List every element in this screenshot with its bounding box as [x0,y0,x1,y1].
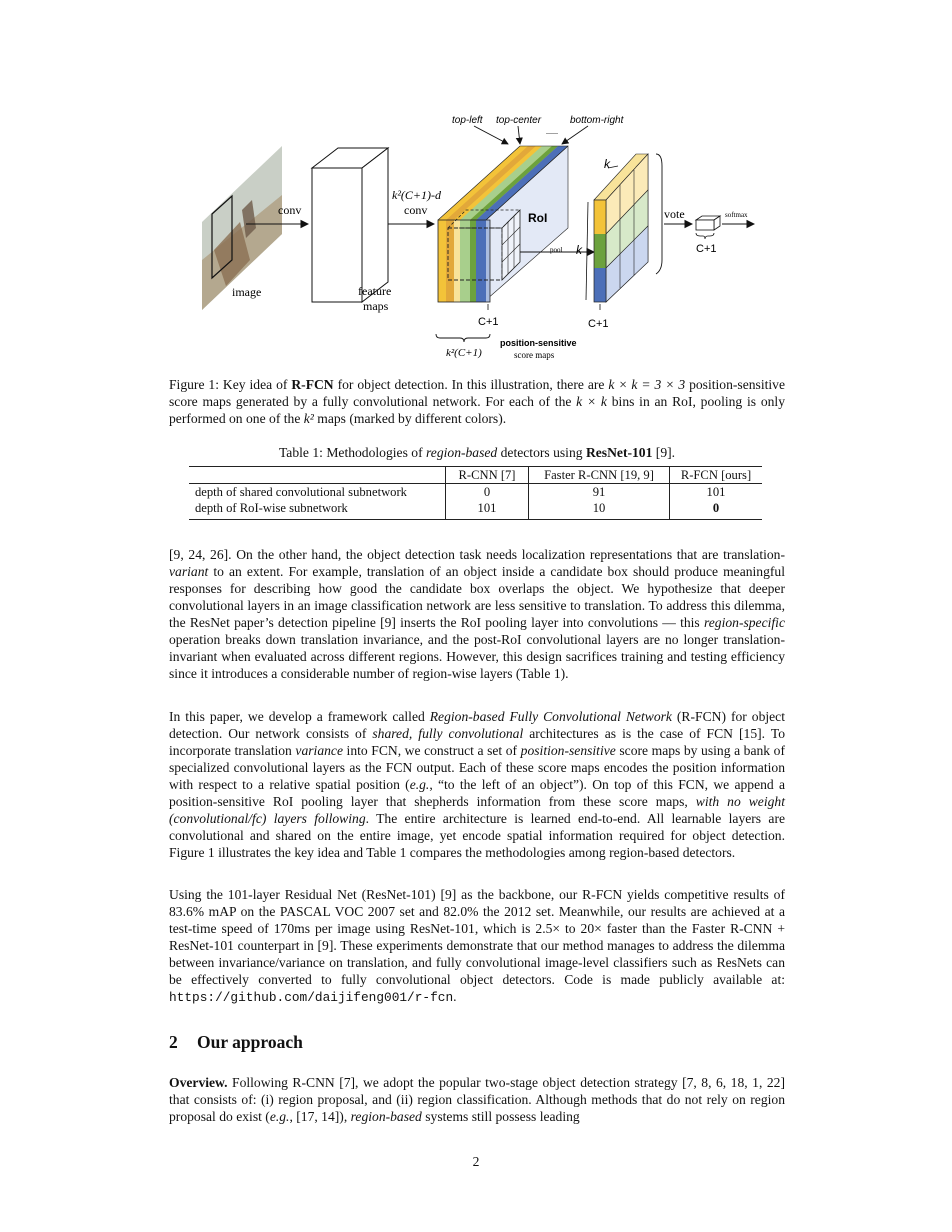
table-row: depth of shared convolutional subnetwork 0 91 101 [189,484,762,501]
pooled-cell-yellow [594,200,606,234]
score-map-front-3 [454,220,460,302]
score-map-front-4 [460,220,470,302]
overview-label: Overview. [169,1075,228,1090]
section-title: Our approach [197,1032,303,1052]
feature-label: feature [358,284,392,298]
methodology-table [189,466,762,520]
paragraph-1: [9, 24, 26]. On the other hand, the object detection task needs localization representations that are translation-variant to an extent. For example, translation of an object inside a candidate box should produce meaningful responses for describing how good the candidate box overlaps the object. We hypothesize that deeper convolutional layers in an image classification network are less sensitive to translation. To address this dilemma, the ResNet paper’s detection pipeline [9] inserts the RoI pooling layer into convolutions — this region-specific operation breaks down translation invariance, and the post-RoI convolutional layers are no longer translation-invariant when evaluated across different regions. However, this design sacrifices training and testing efficiency since it introduces a considerable number of region-wise layers (Table 1). [169,547,785,681]
table-header-row [189,467,762,484]
caption-prefix: Figure 1: [169,377,219,392]
col-rcnn: R-CNN [7] [446,467,529,484]
pooled-cell-blue [594,268,606,302]
k-mid-label: k [576,243,582,257]
roi-label: RoI [528,211,548,225]
pooled-cell-green [594,234,606,268]
caption-rfcn: R-FCN [291,377,334,392]
top-left-pointer [474,126,508,144]
top-center-label: top-center [496,115,542,126]
maps-label: maps [363,299,389,313]
section-heading [169,1032,303,1053]
caption-math: k × k = 3 × 3 [608,377,686,392]
score-map-front-5 [470,220,476,302]
top-center-pointer [518,126,520,144]
paragraph-3: Using the 101-layer Residual Net (ResNet-101) [9] as the backbone, our R-FCN yields competitive results of 83.6% mAP on the PASCAL VOC 2007 set and 82.0% the 2012 set. Meanwhile, our results are achieved at a test-time speed of 170ms per image using ResNet-101, which is 2.5× to 20× faster than the Faster R-CNN + ResNet-101 counterpart in [9]. These experiments demonstrate that our method manages to address the dilemma between invariance/variance on translation, and fully convolutional image-level classifiers such as ResNets can be effectively converted to fully convolutional object detectors. Code is made publicly available at: https://github.com/daijifeng001/r-fcn. [169,887,785,1005]
vote-brace [656,154,662,274]
score-map-front-6 [476,220,486,302]
conv2-label: conv [404,203,428,217]
c1-under-maps: C+1 [478,316,499,328]
figure-1 [190,110,770,372]
score-map-front-1 [438,220,446,302]
score-map-front-7 [486,220,490,302]
table-row: depth of RoI-wise subnetwork 101 10 0 [189,500,762,520]
k2c1-label: k²(C+1) [446,347,482,359]
table-1 [189,466,762,520]
k2c1-brace [436,334,490,342]
c1-output-label: C+1 [696,243,717,255]
pooled-output [594,154,648,302]
table-1-caption: Table 1: Methodologies of region-based detectors using ResNet-101 [9]. [278,445,676,460]
bottom-right-label: bottom-right [570,115,624,126]
page-number: 2 [472,1154,480,1169]
softmax-label: softmax [725,211,748,219]
score-map-front-2 [446,220,454,302]
k-top-label: k [604,157,610,171]
pool-label: pool [550,246,563,254]
k2c1d-label: k²(C+1)-d [392,188,442,202]
conv-label: conv [278,203,302,217]
col-rfcn: R-FCN [ours] [670,467,763,484]
vote-label: vote [664,207,685,221]
top-left-label: top-left [452,115,483,126]
ps-sub: score maps [514,350,555,360]
image-label: image [232,285,262,299]
paragraph-4: Overview. Following R-CNN [7], we adopt the popular two-stage object detection strategy [7, 8, 6, 18, 1, 22] that consists of: (i) region proposal, and (ii) region classification. Although methods that do not rely on region proposal do exist (e.g., [17, 14]), region-based systems still possess leading [169,1075,785,1124]
class-score-vector [696,216,720,230]
bottom-right-pointer [562,126,588,144]
dots-label: ...... [546,127,558,136]
c1-under-pooled: C+1 [588,318,609,330]
code-url-link[interactable]: https://github.com/daijifeng001/r-fcn [169,990,454,1005]
ps-title: position-sensitive [500,338,577,348]
col-faster-rcnn: Faster R-CNN [19, 9] [529,467,670,484]
score-maps-stack [438,146,568,302]
rfcn-diagram [190,110,770,372]
feature-maps-block [312,148,388,302]
paragraph-2: In this paper, we develop a framework called Region-based Fully Convolutional Network (R-FCN) for object detection. Our network consists of shared, fully convolutional architectures as is the case of FCN [15]. To incorporate translation variance into FCN, we construct a set of position-sensitive score maps by using a bank of specialized convolutional layers as the FCN output. Each of these score maps encodes the position information with respect to a relative spatial position (e.g., “to the left of an object”). On top of this FCN, we append a position-sensitive RoI pooling layer that shepherds information from these score maps, with no weight (convolutional/fc) layers following. The entire architecture is learned end-to-end. All learnable layers are convolutional and shared on the entire image, yet encode spatial information required for object detection. Figure 1 illustrates the key idea and Table 1 compares the methodologies among region-based detectors. [169,709,786,860]
section-number: 2 [169,1032,178,1052]
figure-1-caption: Figure 1: Key idea of R-FCN for object detection. In this illustration, there are k × k = 3 × 3 position-sensitive score maps generated by a fully convolutional network. For each of the k × k bins in an RoI, pooling is only performed on one of the k² maps (marked by different colors). [169,377,785,427]
